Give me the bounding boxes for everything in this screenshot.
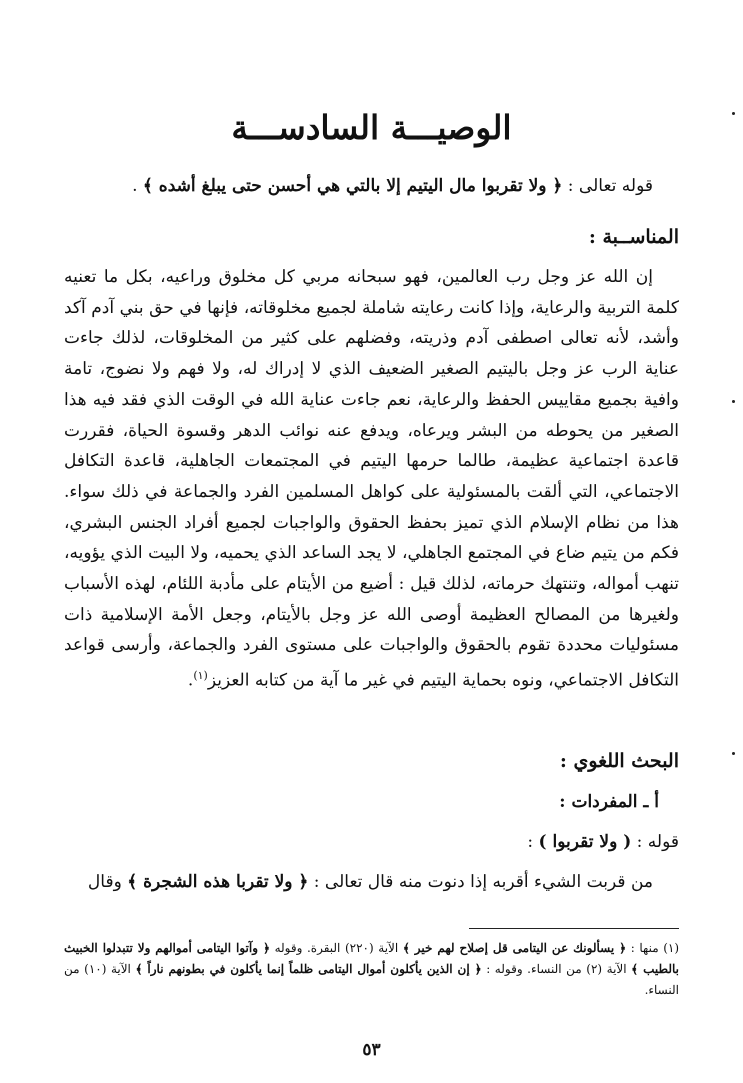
margin-mark	[732, 752, 735, 755]
body-paragraph	[64, 262, 679, 697]
body-end: .	[187, 670, 194, 691]
page-title: الوصيـــة السادســـة	[231, 108, 512, 147]
footnote-marker: (١) منها :	[626, 941, 680, 955]
qawluh-phrase: ( ولا تقربوا )	[538, 832, 632, 852]
footnote	[64, 938, 679, 1001]
qarib-prefix: من قربت الشيء أقربه إذا دنوت منه قال تعالى :	[308, 872, 653, 892]
verse-intro-prefix: قوله تعالى :	[562, 176, 653, 196]
qawluh-line	[64, 828, 679, 856]
body-text: إن الله عز وجل رب العالمين، فهو سبحانه مربي كل مخلوق وراعيه، بكل ما تعنيه كلمة التربية والرعاية، وإذا كانت رعايته شاملة لجميع مخلوقاته، فإنها في حق بني آدم آكد وأشد، لأنه تعالى اصطفى آدم وذريته، وفضلهم على كثير من المخلوقات، لذلك جاءت عناية الرب عز وجل باليتيم الصغير الضعيف الذي لا إدراك له، ولا فهم ولا نضوج، تامة وافية بجميع مقاييس الحفظ والرعاية، نعم جاءت عناية الله في الوقت الذي فقد فيه هذا الصغير من يحوطه من البشر ويرعاه، ويدفع عنه نوائب الدهر وقسوة الحياة، فقررت قاعدة اجتماعية عظيمة، طالما حرمها اليتيم في المجتمعات الجاهلية، قاعدة التكافل الاجتماعي، التي ألقت بالمسئولية على كواهل المسلمين الفرد والجماعة في ذلك سواء. هذا من نظام الإسلام الذي تميز بحفظ الحقوق والواجبات لجميع أفراد الجنس البشري، فكم من يتيم ضاع في المجتمع الجاهلي، لا يجد الساعد الذي يحميه، ولا البيت الذي يؤويه، تنهب أمواله، وتنتهك حرماته، لذلك قيل : أضيع من الأيتام على مأدبة اللئام، لهذه الأسباب ولغيرها من المصالح العظيمة أوصى الله عز وجل بالأيتام، وجعل الأمة الإسلامية ذات مسئوليات محددة تقوم بالحقوق والواجبات على مستوى الفرد والجماعة، وأرسى قواعد التكافل الاجتماعي، ونوه بحماية اليتيم في غير ما آية من كتابه العزيز	[64, 267, 679, 691]
qawluh-suffix: :	[527, 832, 539, 852]
qarib-verse: ﴿ ولا تقربا هذه الشجرة ﴾	[127, 872, 309, 892]
qarib-suffix: وقال	[87, 872, 128, 892]
page-number: ٥٣	[362, 1040, 381, 1060]
margin-mark	[732, 400, 735, 403]
verse-intro	[64, 172, 679, 200]
qarib-line	[64, 868, 679, 896]
section-heading-munasaba: المناســبة :	[588, 226, 679, 248]
footnote-verse-2: ﴿ وآتوا اليتامى أموالهم ولا تتبدلوا الخبيث بالطيب ﴾	[64, 941, 680, 976]
footnote-ref-1: الآية (٢٢٠) البقرة. وقوله	[269, 941, 403, 955]
footnote-verse-1: ﴿ يسألونك عن اليتامى قل إصلاح لهم خير ﴾	[402, 941, 627, 955]
footnote-ref-3: الآية (١٠) من النساء.	[64, 962, 679, 997]
subsection-heading-mufradat: أ ـ المفردات :	[559, 792, 659, 812]
footnote-ref-2: الآية (٢) من النساء. وقوله :	[481, 962, 632, 976]
section-heading-lughawi: البحث اللغوي :	[559, 750, 679, 772]
verse-intro-suffix: .	[132, 176, 143, 196]
footnote-divider	[469, 928, 679, 929]
quran-verse: ﴿ ولا تقربوا مال اليتيم إلا بالتي هي أحسن حتى يبلغ أشده ﴾	[142, 176, 563, 196]
footnote-verse-3: ﴿ إن الذين يأكلون أموال اليتامى ظلماً إنما يأكلون في بطونهم ناراً ﴾	[135, 962, 482, 976]
qawluh-prefix: قوله :	[631, 832, 679, 852]
footnote-reference[interactable]: (١)	[193, 669, 208, 683]
